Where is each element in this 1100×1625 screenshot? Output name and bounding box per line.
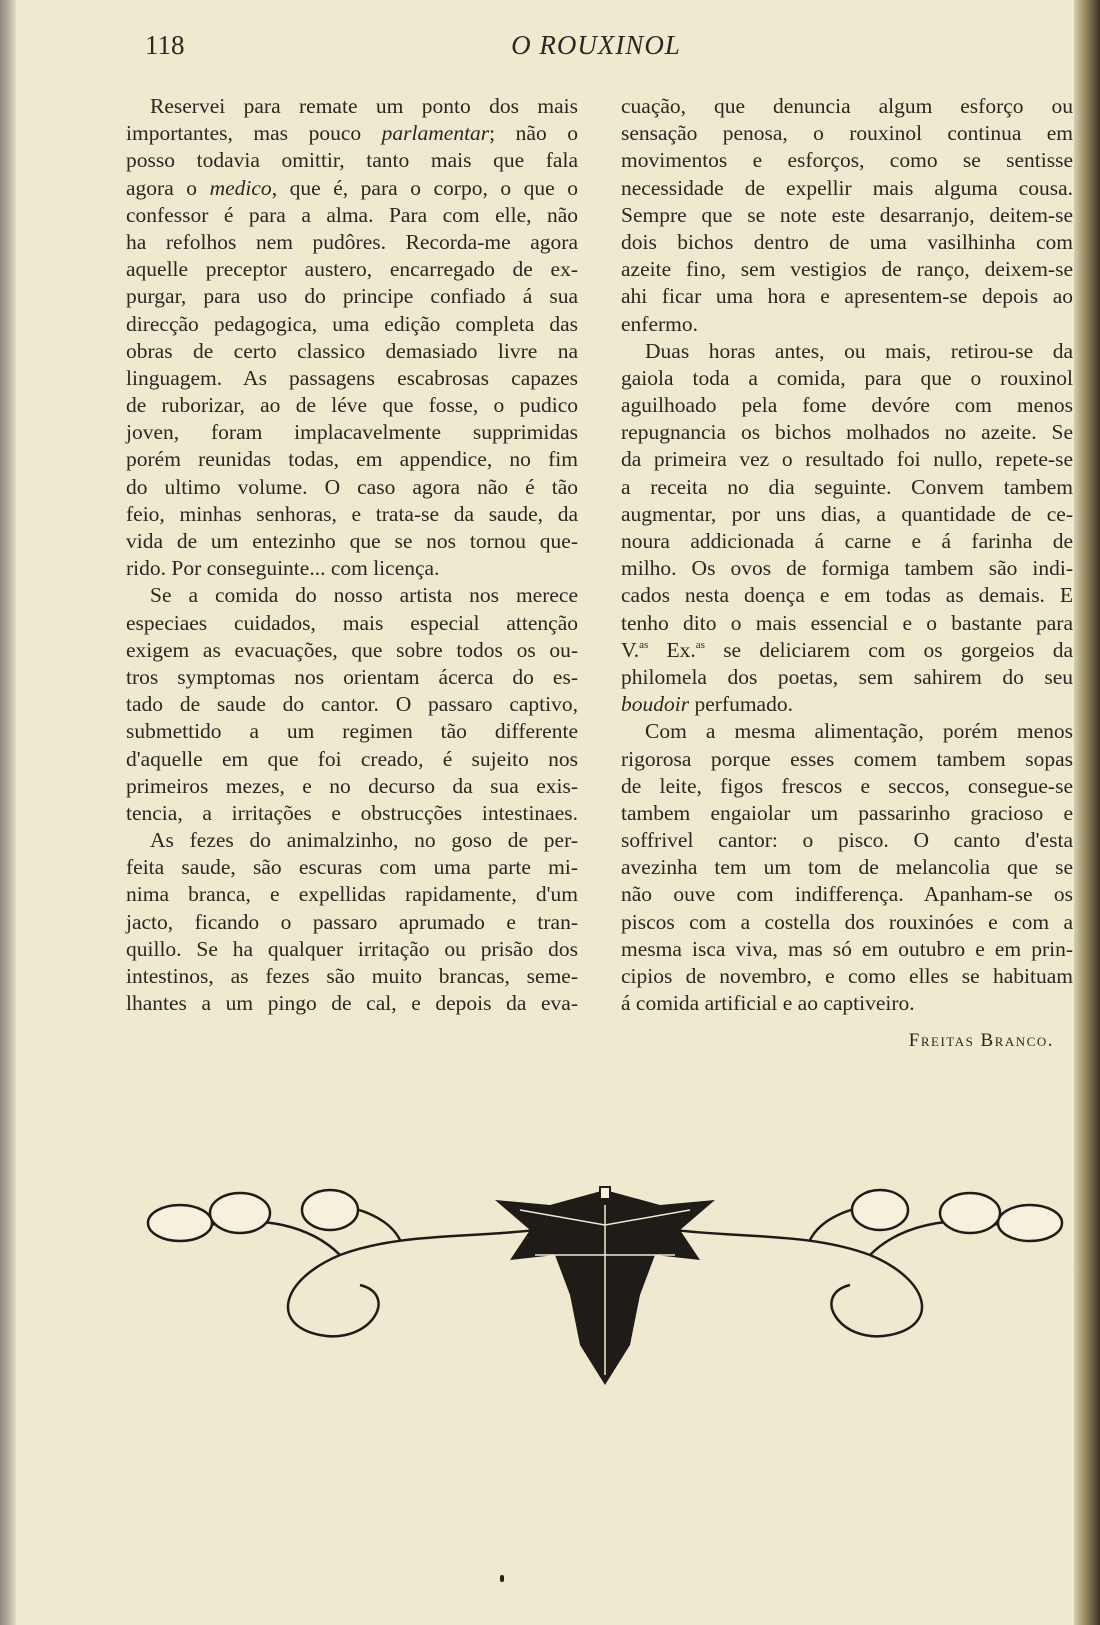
text-run: primeiros mezes, e no decurso da sua exis- xyxy=(126,773,578,798)
text-run: rigorosa porque esses comem tambem sopas xyxy=(621,746,1073,771)
text-run: noura addicionada á carne e á farinha de xyxy=(621,529,1073,553)
author-signature: Freitas Branco. xyxy=(908,1030,1054,1051)
text-run: tros symptomas nos orientam ácerca do es- xyxy=(126,664,578,689)
text-run: obras de certo classico demasiado livre na xyxy=(126,338,578,363)
text-run: necessidade de expellir mais alguma cousa. xyxy=(621,175,1073,200)
text-line xyxy=(621,691,1073,718)
text-run: tado de saude do cantor. O passaro captivo, xyxy=(126,692,578,717)
text-run: gaiola toda a comida, para que o rouxinol xyxy=(621,365,1073,390)
text-line xyxy=(126,147,578,174)
text-run: azeite fino, sem vestigios de ranço, deixem-se xyxy=(621,257,1073,282)
text-run: movimentos e esforços, como se sentisse xyxy=(621,148,1073,173)
text-line xyxy=(621,528,1073,555)
text-line xyxy=(621,909,1073,936)
text-run: philomela dos poetas, sem sahirem do seu xyxy=(621,664,1073,689)
text-line xyxy=(621,446,1073,473)
text-run: joven, foram implacavelmente supprimidas xyxy=(126,420,578,445)
text-run: tambem engaiolar um passarinho gracioso e xyxy=(621,800,1073,825)
text-line xyxy=(621,311,1073,338)
text-run: jacto, ficando o passaro aprumado e tran- xyxy=(126,909,578,934)
text-run: Ex. xyxy=(648,637,696,662)
text-line xyxy=(621,283,1073,310)
text-line xyxy=(621,419,1073,446)
text-run: d'aquelle em que foi creado, é sujeito nos xyxy=(126,746,578,771)
text-run: cuação, que denuncia algum esforço ou xyxy=(621,94,1073,118)
text-run: tenho dito o mais essencial e o bastante para xyxy=(621,610,1073,635)
text-run: perfumado. xyxy=(689,692,793,717)
text-run: feita saude, são escuras com uma parte mi- xyxy=(126,855,578,880)
text-run: purgar, para uso do principe confiado á sua xyxy=(126,284,578,309)
text-run: enfermo. xyxy=(621,311,699,336)
text-line xyxy=(621,610,1073,637)
text-run: posso todavia omittir, tanto mais que fala xyxy=(126,148,578,173)
text-line xyxy=(621,936,1073,963)
text-run: Sempre que se note este desarranjo, deitem-se xyxy=(621,202,1073,227)
text-line xyxy=(621,147,1073,174)
text-run: As fezes do animalzinho, no goso de per- xyxy=(150,828,578,853)
italic-text: medico xyxy=(209,175,272,200)
text-run: Reservei para remate um ponto dos mais xyxy=(150,94,578,118)
text-run: vida de um entezinho que se nos tornou que- xyxy=(126,529,578,553)
text-line xyxy=(126,120,578,147)
text-line xyxy=(126,283,578,310)
text-line xyxy=(621,338,1073,365)
text-line xyxy=(621,664,1073,691)
text-run: sensação penosa, o rouxinol continua em xyxy=(621,121,1073,146)
text-line xyxy=(126,936,578,963)
left-text-column xyxy=(126,93,578,1017)
text-line xyxy=(621,854,1073,881)
scan-right-edge xyxy=(1074,0,1100,1625)
text-line xyxy=(126,582,578,609)
text-run: especiaes cuidados, mais especial attenção xyxy=(126,610,578,635)
italic-text: boudoir xyxy=(621,692,690,717)
text-line xyxy=(126,501,578,528)
text-line xyxy=(126,338,578,365)
text-run: aquelle preceptor austero, encarregado de ex- xyxy=(126,257,578,282)
text-line xyxy=(621,881,1073,908)
text-run: V. xyxy=(621,637,640,662)
text-line xyxy=(621,746,1073,773)
text-run: feio, minhas senhoras, e trata-se da saude, da xyxy=(126,501,578,526)
text-run: exigem as evacuações, que sobre todos os ou- xyxy=(126,637,578,662)
text-run: a receita no dia seguinte. Convem tambem xyxy=(621,474,1073,499)
text-line xyxy=(126,664,578,691)
right-text-column xyxy=(621,93,1073,1017)
text-line xyxy=(126,202,578,229)
text-run: confessor é para a alma. Para com elle, não xyxy=(126,202,578,227)
text-line xyxy=(126,963,578,990)
text-run: piscos com a costella dos rouxinóes e com a xyxy=(621,909,1073,934)
text-run: Se a comida do nosso artista nos merece xyxy=(150,583,578,608)
text-line xyxy=(126,718,578,745)
text-run: avezinha tem um tom de melancolia que se xyxy=(621,855,1073,880)
text-run: Duas horas antes, ou mais, retirou-se da xyxy=(645,338,1073,363)
text-line xyxy=(126,827,578,854)
text-line xyxy=(126,881,578,908)
text-line xyxy=(621,93,1073,120)
text-run: mesma isca viva, mas só em outubro e em prin- xyxy=(621,936,1073,961)
text-run: milho. Os ovos de formiga tambem são indi- xyxy=(621,556,1073,581)
text-run: agora o xyxy=(126,175,210,200)
text-line xyxy=(621,392,1073,419)
text-line xyxy=(126,800,578,827)
text-line xyxy=(126,419,578,446)
scan-left-edge xyxy=(0,0,16,1625)
text-line xyxy=(621,582,1073,609)
text-line xyxy=(621,501,1073,528)
text-run: da primeira vez o resultado foi nullo, repete-se xyxy=(621,447,1073,472)
text-run: , que é, para o corpo, o que o xyxy=(271,175,579,200)
text-line xyxy=(126,555,578,582)
text-line xyxy=(621,365,1073,392)
text-run: de ruborizar, ao de léve que fosse, o pudico xyxy=(126,393,578,418)
text-line xyxy=(621,256,1073,283)
text-line xyxy=(126,691,578,718)
text-line xyxy=(621,120,1073,147)
text-run: cipios de novembro, e como elles se habituam xyxy=(621,964,1073,988)
text-line xyxy=(621,718,1073,745)
text-run: não ouve com indifferença. Apanham-se os xyxy=(621,882,1073,907)
text-line xyxy=(126,637,578,664)
text-line xyxy=(126,990,578,1017)
text-line xyxy=(126,229,578,256)
superscript: as xyxy=(639,638,649,651)
text-run: importantes, mas pouco xyxy=(126,121,382,146)
text-run: aguilhoado pela fome devóre com menos xyxy=(621,393,1073,418)
text-line xyxy=(621,773,1073,800)
text-run: porém reunidas todas, em appendice, no fim xyxy=(126,447,578,472)
text-run: soffrivel cantor: o pisco. O canto d'esta xyxy=(621,828,1073,853)
text-run: á comida artificial e ao captiveiro. xyxy=(621,991,915,1016)
text-run: ; não o xyxy=(489,121,578,146)
text-line xyxy=(621,800,1073,827)
text-line xyxy=(126,392,578,419)
text-run: rido. Por conseguinte... com licença. xyxy=(126,556,440,581)
text-run: linguagem. As passagens escabrosas capazes xyxy=(126,365,578,390)
text-run: dois bichos dentro de uma vasilhinha com xyxy=(621,229,1073,254)
text-run: se deliciarem com os gorgeios da xyxy=(704,637,1073,662)
text-line xyxy=(621,827,1073,854)
text-line xyxy=(621,175,1073,202)
text-line xyxy=(126,474,578,501)
text-line xyxy=(621,555,1073,582)
text-line xyxy=(126,93,578,120)
text-line xyxy=(126,909,578,936)
text-line xyxy=(126,365,578,392)
text-line xyxy=(126,854,578,881)
text-run: cados nesta doença e em todas as demais. E xyxy=(621,583,1073,608)
text-line xyxy=(126,528,578,555)
superscript: as xyxy=(695,638,705,651)
text-line xyxy=(126,773,578,800)
italic-text: parlamentar xyxy=(381,121,490,146)
text-run: submettido a um regimen tão differente xyxy=(126,719,578,744)
running-title: O ROUXINOL xyxy=(511,30,681,60)
text-run: augmentar, por uns dias, a quantidade de ce- xyxy=(621,501,1073,526)
text-run: intestinos, as fezes são muito brancas, seme- xyxy=(126,964,578,988)
text-line xyxy=(621,637,1073,664)
text-line xyxy=(621,963,1073,990)
text-line xyxy=(621,229,1073,256)
text-line xyxy=(621,202,1073,229)
text-run: ahi ficar uma hora e apresentem-se depois ao xyxy=(621,284,1073,309)
text-run: direcção pedagogica, uma edição completa das xyxy=(126,311,578,336)
text-run: repugnancia os bichos molhados no azeite. Se xyxy=(621,420,1073,445)
text-run: Com a mesma alimentação, porém menos xyxy=(645,719,1073,744)
text-line xyxy=(126,311,578,338)
text-run: nima branca, e expellidas rapidamente, d'um xyxy=(126,882,578,907)
text-line xyxy=(621,474,1073,501)
text-line xyxy=(126,256,578,283)
text-line xyxy=(126,175,578,202)
page-number: 118 xyxy=(145,30,185,60)
floral-ornament xyxy=(140,1185,1070,1405)
text-run: ha refolhos nem pudôres. Recorda-me agora xyxy=(126,229,578,254)
text-line xyxy=(126,446,578,473)
text-line xyxy=(126,746,578,773)
text-line xyxy=(621,990,1073,1017)
text-run: de leite, figos frescos e seccos, consegue-se xyxy=(621,773,1073,798)
text-line xyxy=(126,610,578,637)
text-run: do ultimo volume. O caso agora não é tão xyxy=(126,474,578,499)
scan-speck xyxy=(500,1575,504,1582)
text-run: quillo. Se ha qualquer irritação ou prisão dos xyxy=(126,936,578,961)
text-run: tencia, a irritações e obstrucções intestinaes. xyxy=(126,800,578,825)
text-run: lhantes a um pingo de cal, e depois da eva- xyxy=(126,991,578,1016)
